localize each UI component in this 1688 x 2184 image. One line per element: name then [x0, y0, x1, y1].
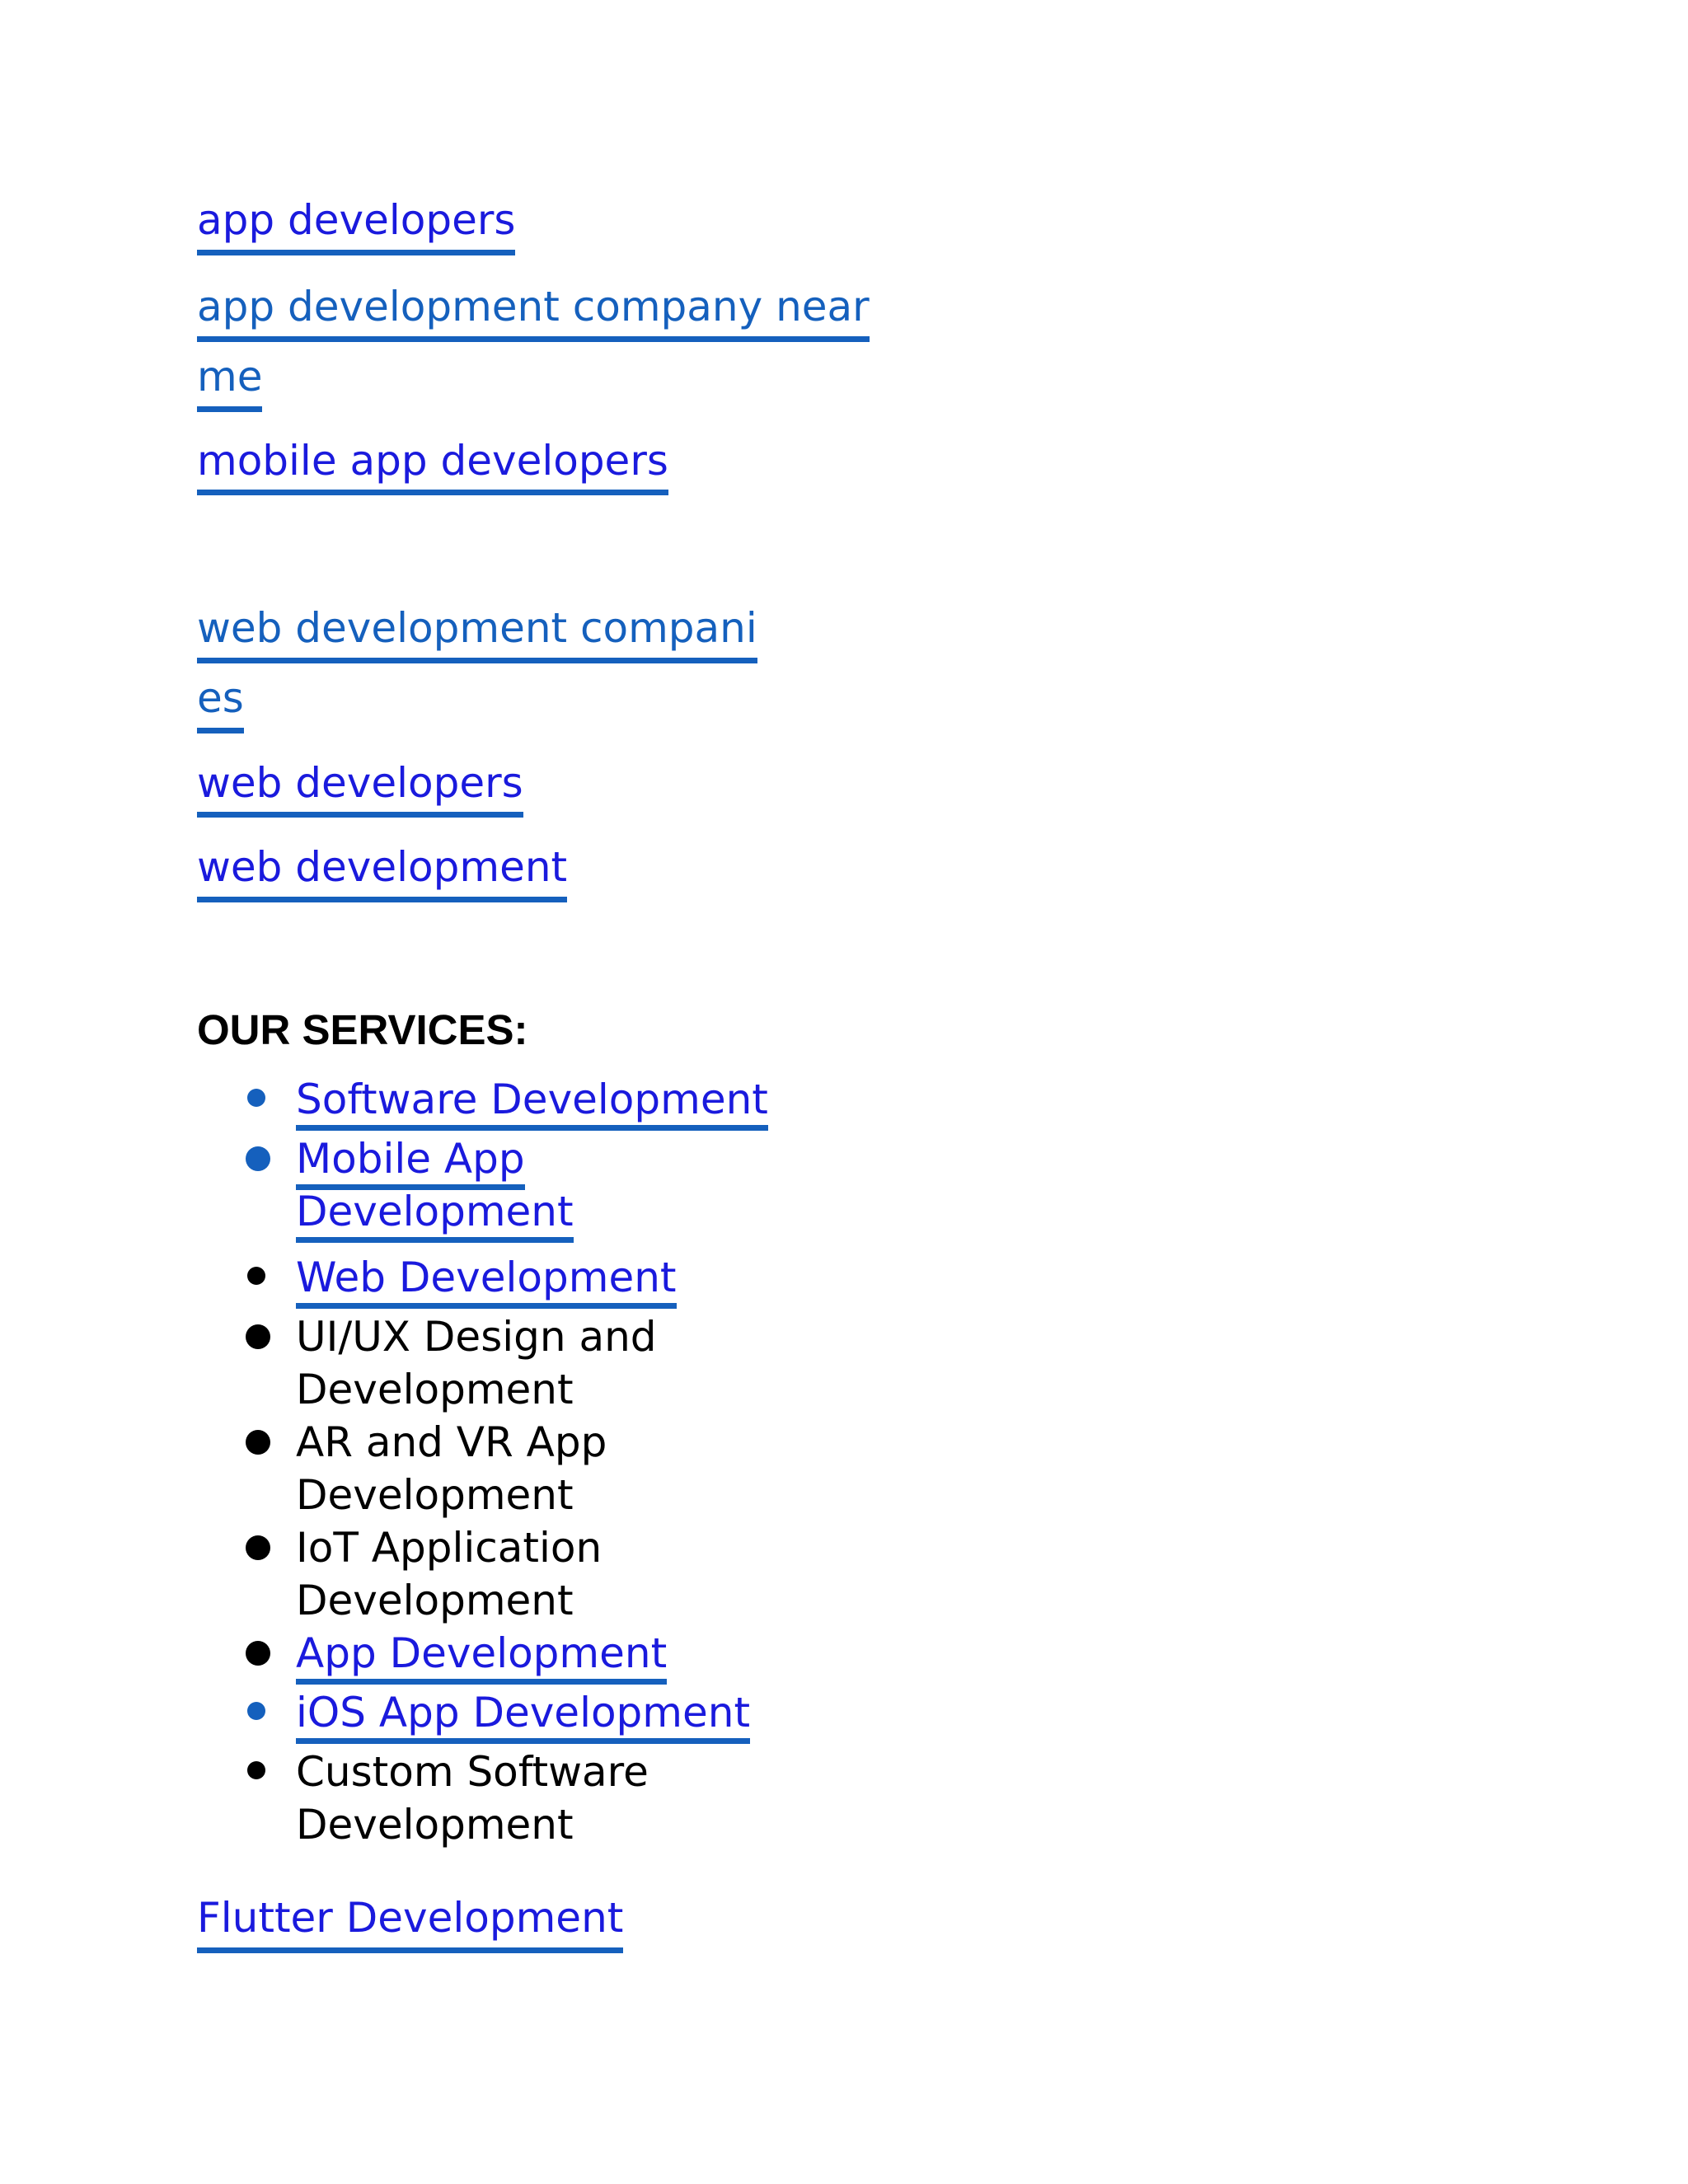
- bullet-icon: [246, 1146, 270, 1171]
- service-text: UI/UX Design and: [296, 1313, 657, 1361]
- service-link-software-development[interactable]: Software Development: [296, 1076, 768, 1131]
- list-item: [0, 1416, 907, 1521]
- service-text-line2: Development: [296, 1471, 574, 1519]
- link-text: mobile app developers: [197, 432, 668, 495]
- bullet-icon: [246, 1430, 270, 1455]
- service-link-app-development[interactable]: App Development: [296, 1629, 667, 1685]
- service-text-line2: Development: [296, 1366, 574, 1413]
- bullet-icon: [247, 1761, 265, 1779]
- service-link-web-development[interactable]: Web Development: [296, 1254, 677, 1309]
- link-app-developers[interactable]: [197, 190, 515, 255]
- bullet-icon: [246, 1641, 270, 1666]
- service-text-line2: Development: [296, 1801, 574, 1849]
- bullet-icon: [246, 1324, 270, 1349]
- service-text-line2: Development: [296, 1577, 574, 1624]
- link-text: web development compani: [197, 604, 757, 652]
- bullet-icon: [247, 1089, 265, 1107]
- link-web-development-companies-line2[interactable]: [197, 668, 244, 733]
- link-app-development-company-near-me-line2[interactable]: [197, 346, 262, 412]
- list-item: [0, 1251, 907, 1310]
- link-app-development-company-near-me-line1[interactable]: [197, 276, 870, 342]
- service-text: IoT Application: [296, 1524, 603, 1572]
- list-item: [0, 1521, 907, 1627]
- link-web-developers[interactable]: [197, 752, 523, 818]
- link-text: web developers: [197, 754, 523, 818]
- link-text: Flutter Development: [197, 1894, 624, 1942]
- bullet-icon: [246, 1535, 270, 1560]
- link-text: me: [197, 353, 263, 401]
- list-item: [0, 1686, 907, 1746]
- bullet-icon: [247, 1267, 265, 1285]
- service-link-mobile-app-development-line2[interactable]: Development: [296, 1188, 574, 1243]
- service-text: Custom Software: [296, 1748, 649, 1796]
- list-item: [0, 1310, 907, 1416]
- link-flutter-development[interactable]: [197, 1887, 623, 1953]
- services-list: [0, 1073, 907, 1851]
- bullet-icon: [247, 1702, 265, 1720]
- link-web-development[interactable]: [197, 837, 567, 902]
- service-link-ios-app-development[interactable]: iOS App Development: [296, 1689, 750, 1744]
- link-text: app developers: [197, 196, 516, 244]
- list-item: [0, 1132, 907, 1251]
- link-text: web development: [197, 843, 568, 891]
- service-link-mobile-app-development[interactable]: Mobile App: [296, 1135, 525, 1190]
- services-heading: OUR SERVICES:: [197, 1006, 528, 1053]
- link-text: es: [197, 674, 244, 722]
- list-item: [0, 1073, 907, 1132]
- service-text: AR and VR App: [296, 1418, 607, 1466]
- link-web-development-companies-line1[interactable]: [197, 598, 757, 663]
- list-item: [0, 1746, 907, 1851]
- link-text: app development company near: [197, 283, 870, 330]
- link-mobile-app-developers[interactable]: [197, 430, 668, 496]
- list-item: [0, 1627, 907, 1686]
